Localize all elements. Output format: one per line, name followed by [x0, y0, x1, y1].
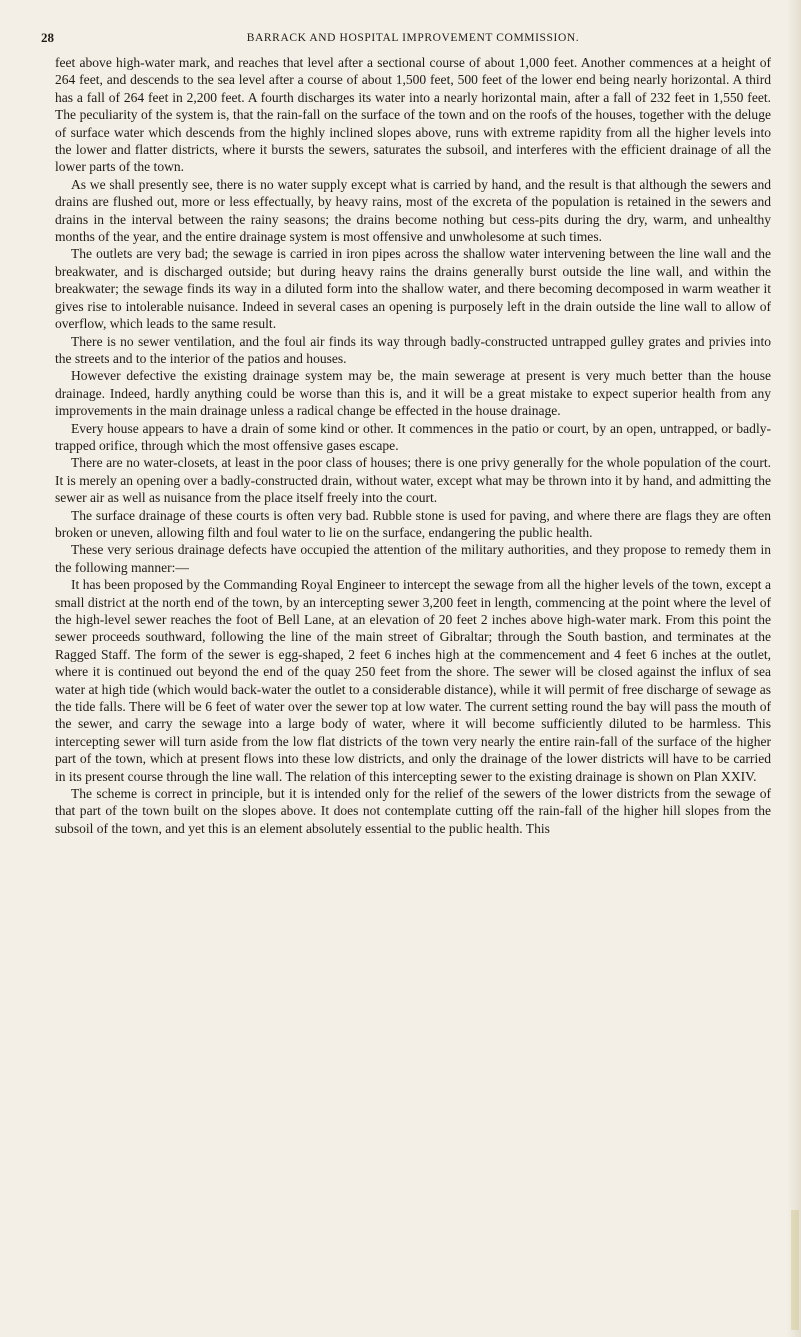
paragraph: feet above high-water mark, and reaches that level after a sectional course of about 1,000 feet. Another commences at a height of 264 feet, and descends to the sea level after a course of about 1,500 feet, 500 feet of the lower end being nearly horizontal. A third has a fall of 264 feet in 2,200 feet. A fourth discharges its water into a nearly horizontal main, after a fall of 232 feet in 1,550 feet. The peculiarity of the system is, that the rain-fall on the surface of the town and on the roofs of the houses, together with the deluge of surface water which descends from the highly inclined slopes above, runs with extreme rapidity from all the higher levels into the lower and flatter districts, where it bursts the sewers, saturates the subsoil, and interferes with the efficient drainage of all the lower parts of the town.: [55, 55, 771, 175]
page-edge-shadow: [787, 0, 801, 1337]
page-number: 28: [41, 30, 54, 45]
paragraph: These very serious drainage defects have occupied the attention of the military authorities, and they propose to remedy them in the following manner:—: [55, 542, 771, 575]
paragraph: The outlets are very bad; the sewage is carried in iron pipes across the shallow water intervening between the line wall and the breakwater, and is discharged outside; but during heavy rains the drains generally burst outside the line wall, and within the breakwater; the sewage finds its way in a diluted form into the shallow water, and there becoming decomposed in warm weather it gives rise to intolerable nuisance. Indeed in several cases an opening is purposely left in the drain outside the line wall to allow of overflow, which leads to the same result.: [55, 246, 771, 332]
paragraph: The scheme is correct in principle, but it is intended only for the relief of the sewers of the lower districts from the sewage of that part of the town built on the slopes above. It does not contemplate cutting off the rain-fall of the higher hill slopes from the subsoil of the town, and yet this is an element absolutely essential to the public health. This: [55, 786, 771, 836]
paragraph: However defective the existing drainage system may be, the main sewerage at present is very much better than the house drainage. Indeed, hardly anything could be worse than this is, and it will be a great mistake to expect superior health from any improvements in the main drainage unless a radical change be effected in the house drainage.: [55, 368, 771, 419]
page-edge-stain: [791, 1210, 799, 1330]
page-header: [41, 26, 771, 48]
body-text: [55, 54, 771, 837]
paragraph: There are no water-closets, at least in the poor class of houses; there is one privy generally for the whole population of the court. It is merely an opening over a badly-constructed drain, without water, except what may be thrown into it by hand, and admitting the sewer air as well as nuisance from the place itself freely into the court.: [55, 455, 771, 506]
paragraph: The surface drainage of these courts is often very bad. Rubble stone is used for paving, and where there are flags they are often broken or uneven, allowing filth and foul water to lie on the surface, endangering the public health.: [55, 507, 771, 540]
paragraph: As we shall presently see, there is no water supply except what is carried by hand, and the result is that although the sewers and drains are flushed out, more or less effectually, by heavy rains, most of the excreta of the population is retained in the sewers and drains in the interval between the rainy seasons; the drains become nothing but cess-pits during the dry, warm, and unhealthy months of the year, and the entire drainage system is most offensive and unwholesome at such times.: [55, 176, 771, 245]
running-title: BARRACK AND HOSPITAL IMPROVEMENT COMMISSION.: [246, 32, 580, 44]
paragraph: There is no sewer ventilation, and the foul air finds its way through badly-constructed untrapped gulley grates and privies into the streets and to the interior of the patios and houses.: [55, 333, 771, 366]
paragraph: Every house appears to have a drain of some kind or other. It commences in the patio or court, by an open, untrapped, or badly-trapped orifice, through which the most offensive gases escape.: [55, 420, 771, 453]
paragraph: It has been proposed by the Commanding Royal Engineer to intercept the sewage from all the higher levels of the town, except a small district at the north end of the town, by an intercepting sewer 3,200 feet in length, commencing at the point where the level of the high-level sewer reaches the foot of Bell Lane, at an elevation of 20 feet 2 inches above high-water mark. From this point the sewer proceeds southward, following the line of the main street of Gibraltar; through the South bastion, and terminates at the Ragged Staff. The form of the sewer is egg-shaped, 2 feet 6 inches high at the commencement and 4 feet 6 inches at the outlet, where it is continued out beyond the end of the quay 250 feet from the shore. The sewer will be closed against the influx of sea water at high tide (which would back-water the outlet to a considerable distance), while it will permit of free discharge of sewage as the tide falls. There will be 6 feet of water over the sewer top at low water. The current setting round the bay will pass the mouth of the sewer, and carry the sewage into a large body of water, where it will become sufficiently diluted to be harmless. This intercepting sewer will turn aside from the low flat districts of the town very nearly the entire rain-fall of the surface of the higher part of the town, which at present flows into these low districts, and only the drainage of the lower districts will have to be carried in its present course through the line wall. The relation of this intercepting sewer to the existing drainage is shown on Plan XXIV.: [55, 577, 771, 784]
